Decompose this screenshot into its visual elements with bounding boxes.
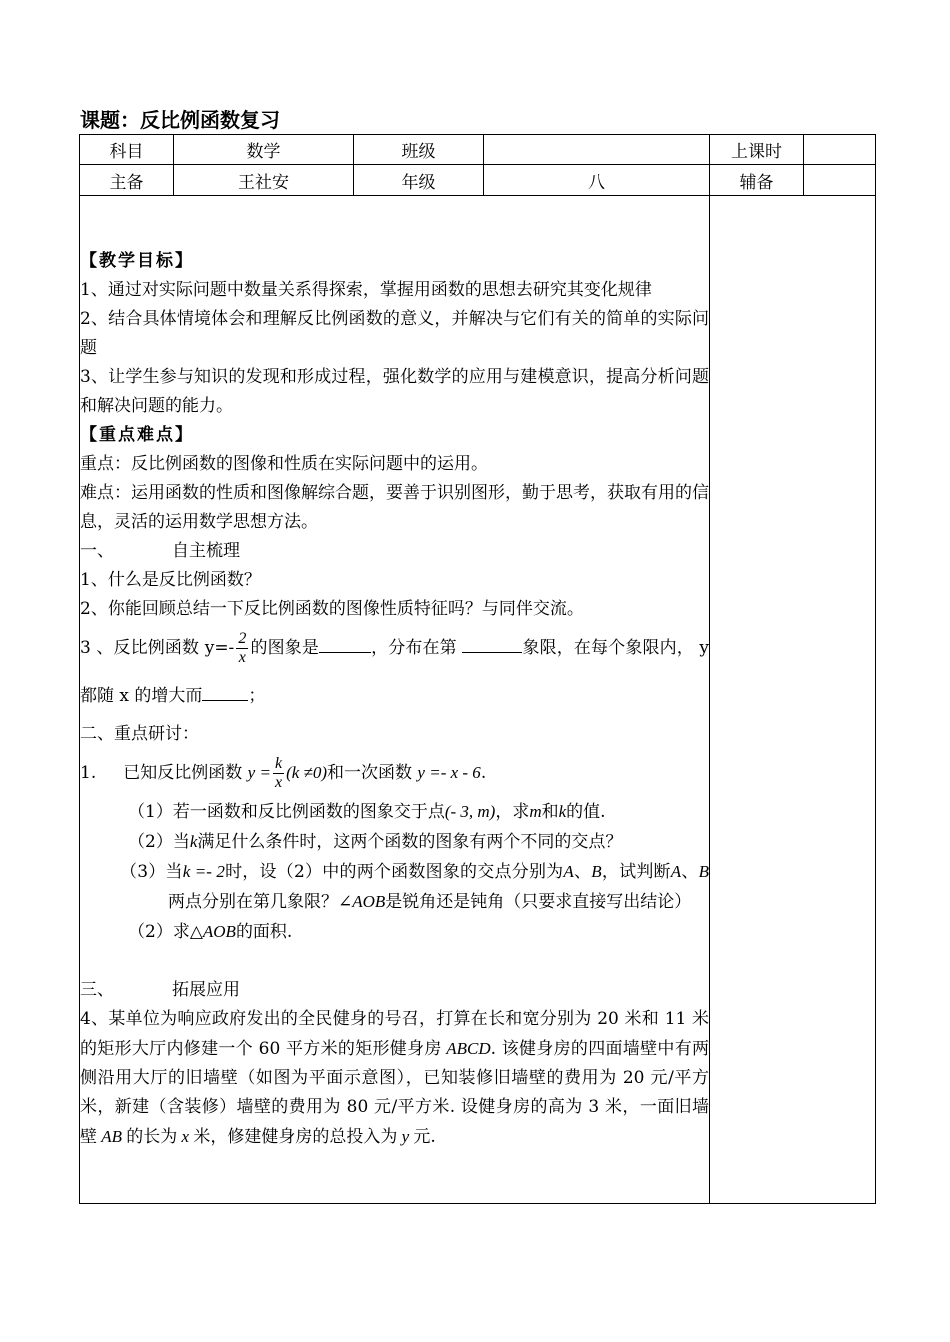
class-label: 班级 [354,135,484,165]
header-row-2 [80,165,876,196]
aux-label: 辅备 [710,165,804,196]
time-label: 上课时 [710,135,804,165]
difficult-point: 难点：运用函数的性质和图像解综合题，要善于识别图形，勤于思考，获取有用的信息，灵活的运用数学思想方法。 [80,483,709,532]
blank-quadrant [462,635,522,653]
objective-1: 1、通过对实际问题中数量关系得探索，掌握用函数的思想去研究其变化规律 [80,280,652,300]
problem-1: 1. 已知反比例函数 y = $\frac{k}{x}$ (k ≠0)和一次函数 y =- x - 6. [80,755,487,791]
class-value [484,135,710,165]
question-1: 1、什么是反比例函数？ [80,570,261,590]
lesson-plan-table [79,134,876,1204]
lead-label: 主备 [80,165,174,196]
lesson-title: 课题：反比例函数复习 [80,108,280,132]
keypoints-heading: 【重点难点】 [80,425,194,445]
header-row-1 [80,135,876,165]
section-2-heading: 二、重点研讨： [80,724,199,744]
content-cell [80,196,710,1204]
question-3-line-1: 3 、反比例函数 y=- $\frac{2}{x}$ 的图象是 ，分布在第 象限，在每个象限内， y 都随 x 的增大而 ； [80,630,710,706]
fraction-2-over-x: $\frac{2}{x}$ [238,630,247,666]
objectives-heading: 【教学目标】 [80,251,194,271]
subject-value: 数学 [174,135,354,165]
grade-value: 八 [484,165,710,196]
time-value [804,135,876,165]
lead-value: 王社安 [174,165,354,196]
fraction-k-over-x: $\frac{k}{x}$ [274,755,283,791]
subquestion-2: （2）当k满足什么条件时，这两个函数的图象有两个不同的交点？ [128,832,623,852]
section-3-number: 三、 [80,980,114,1000]
section-3-heading [80,976,709,1005]
question-2: 2、你能回顾总结一下反比例函数的图像性质特征吗？与同伴交流。 [80,599,584,619]
grade-label: 年级 [354,165,484,196]
blank-trend [202,683,248,701]
subquestion-4: （2）求△AOB的面积. [128,922,293,942]
key-point: 重点：反比例函数的图像和性质在实际问题中的运用。 [80,454,488,474]
section-1-heading [80,537,709,566]
subquestion-3: （3）当k =- 2时，设（2）中的两个函数图象的交点分别为A、B，试判断A、B两点分别在第几象限？∠AOB是锐角还是钝角（只要求直接写出结论） [120,862,709,912]
aux-value [804,165,876,196]
problem-4: 4、某单位为响应政府发出的全民健身的号召，打算在长和宽分别为 20 米和 11 米的矩形大厅内修建一个 60 平方米的矩形健身房 ABCD. 该健身房的四面墙壁中有两侧沿用大厅的旧墙壁（如图为平面示意图），已知装修旧墙壁的费用为 20 元/平方米，新建（含装修）墙壁的费用为 80 元/平方米. 设健身房的高为 3 米，一面旧墙壁 AB 的长为 x 米，修建健身房的总投入为 y 元. [80,1009,709,1147]
objective-3: 3、让学生参与知识的发现和形成过程，强化数学的应用与建模意识，提高分析问题和解决问题的能力。 [80,367,709,416]
section-3-title: 拓展应用 [172,980,240,1000]
section-1-title: 自主梳理 [172,541,240,561]
content-row [80,196,876,1204]
notes-cell [710,196,876,1204]
blank-graph-type [319,635,371,653]
objective-2: 2、结合具体情境体会和理解反比例函数的意义，并解决与它们有关的简单的实际问题 [80,309,709,358]
section-1-number: 一、 [80,541,114,561]
subquestion-1: （1）若一函数和反比例函数的图象交于点(- 3, m)，求m和k的值. [128,802,606,822]
subject-label: 科目 [80,135,174,165]
